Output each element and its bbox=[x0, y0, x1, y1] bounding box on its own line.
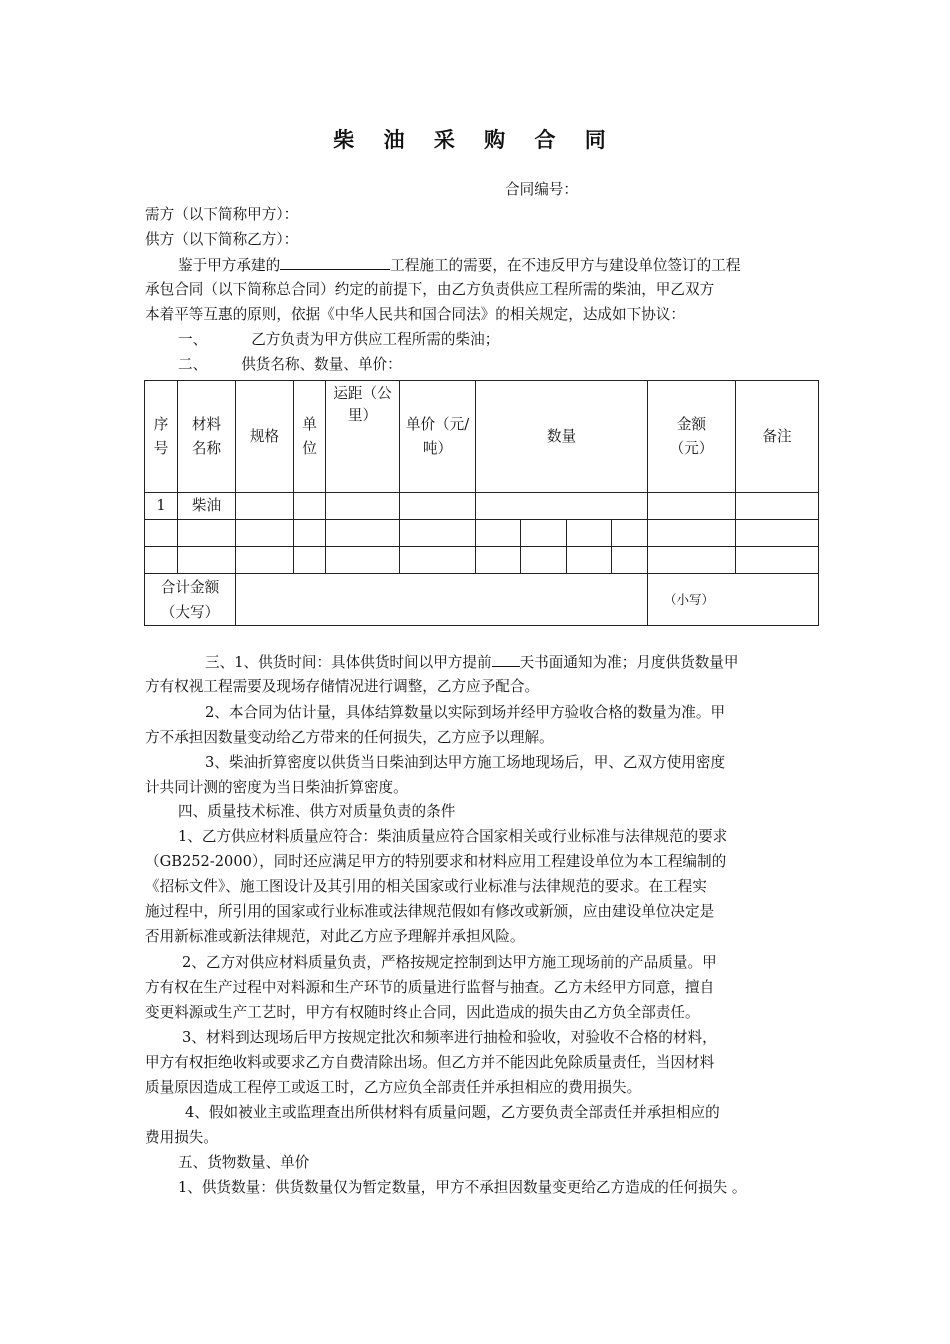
table-cell[interactable] bbox=[612, 547, 648, 574]
table-cell[interactable] bbox=[567, 547, 612, 574]
clause-4-2-line-1: 2、乙方对供应材料质量负责，严格按规定控制到达甲方施工现场前的产品质量。甲 bbox=[182, 954, 717, 971]
clause-4-1-line-4: 施过程中，所引用的国家或行业标准或法律规范假如有修改或新颁，应由建设单位决定是 bbox=[145, 903, 715, 920]
table-row bbox=[145, 547, 819, 574]
clause-3-1-text-before-blank: 三、1、供货时间：具体供货时间以甲方提前 bbox=[205, 654, 492, 671]
table-cell[interactable] bbox=[736, 547, 819, 574]
notice-days-blank[interactable] bbox=[492, 652, 520, 667]
table-cell[interactable] bbox=[521, 547, 567, 574]
table-cell[interactable] bbox=[476, 520, 521, 547]
clause-4-3-line-3: 质量原因造成工程停工或返工时，乙方应负全部责任并承担相应的费用损失。 bbox=[145, 1079, 642, 1096]
total-amount-uppercase-cell[interactable] bbox=[236, 574, 648, 626]
header-amount: 金额（元） bbox=[648, 381, 736, 493]
clause-5-title: 五、货物数量、单价 bbox=[178, 1154, 310, 1171]
supplier-label: 供方（以下简称乙方）： bbox=[145, 231, 299, 248]
table-cell[interactable] bbox=[521, 520, 567, 547]
intro-text-after-blank: 工程施工的需要，在不违反甲方与建设单位签订的工程 bbox=[390, 257, 741, 274]
clause-4-1-line-1: 1、乙方供应材料质量应符合：柴油质量应符合国家相关或行业标准与法律规范的要求 bbox=[178, 828, 728, 845]
header-material-name: 材料名称 bbox=[178, 381, 236, 493]
header-quantity: 数量 bbox=[476, 381, 648, 493]
clause-4-2-line-3: 变更料源或生产工艺时，甲方有权随时终止合同，因此造成的损失由乙方负全部责任。 bbox=[145, 1004, 700, 1021]
table-cell[interactable] bbox=[648, 520, 736, 547]
header-spec: 规格 bbox=[236, 381, 294, 493]
table-cell[interactable] bbox=[145, 547, 178, 574]
clause-4-3-line-1: 3、材料到达现场后甲方按规定批次和频率进行抽检和验收，对验收不合格的材料， bbox=[182, 1029, 717, 1046]
intro-paragraph-line-3: 本着平等互惠的原则，依据《中华人民共和国合同法》的相关规定，达成如下协议： bbox=[145, 306, 685, 323]
clause-3-1-line-2: 方有权视工程需要及现场存储情况进行调整，乙方应予配合。 bbox=[145, 678, 540, 695]
contract-number-label: 合同编号： bbox=[505, 181, 578, 198]
contract-title: 柴 油 采 购 合 同 bbox=[333, 128, 617, 152]
clause-3-3-line-2: 计共同计测的密度为当日柴油折算密度。 bbox=[145, 779, 408, 796]
table-cell[interactable] bbox=[612, 520, 648, 547]
table-cell[interactable] bbox=[400, 547, 476, 574]
table-cell[interactable] bbox=[736, 520, 819, 547]
clause-3-3-line-1: 3、柴油折算密度以供货当日柴油到达甲方施工场地现场后，甲、乙双方使用密度 bbox=[205, 754, 726, 771]
table-cell[interactable] bbox=[400, 520, 476, 547]
clause-3-1-text-after-blank: 天书面通知为准；月度供货数量甲 bbox=[519, 654, 739, 671]
header-remark: 备注 bbox=[736, 381, 819, 493]
clause-1 bbox=[178, 330, 499, 350]
clause-3-2-line-2: 方不承担因数量变动给乙方带来的任何损失，乙方应予以理解。 bbox=[145, 729, 554, 746]
header-seq: 序号 bbox=[145, 381, 178, 493]
table-cell[interactable] bbox=[400, 493, 476, 520]
row1-seq: 1 bbox=[145, 493, 178, 520]
row1-material: 柴油 bbox=[178, 493, 236, 520]
header-unit-price: 单价（元/吨） bbox=[400, 381, 476, 493]
clause-4-4-line-2: 费用损失。 bbox=[145, 1129, 218, 1146]
intro-paragraph-line-1 bbox=[178, 255, 740, 276]
clause-5-1: 1、供货数量：供货数量仅为暂定数量，甲方不承担因数量变更给乙方造成的任何损失 。 bbox=[178, 1179, 747, 1196]
goods-table bbox=[144, 380, 819, 626]
clause-1-text: 乙方负责为甲方供应工程所需的柴油； bbox=[251, 331, 500, 348]
table-cell[interactable] bbox=[236, 493, 294, 520]
table-cell[interactable] bbox=[294, 493, 326, 520]
total-amount-label: 合计金额（大写） bbox=[145, 574, 236, 626]
clause-1-number: 一、 bbox=[178, 331, 208, 348]
table-cell[interactable] bbox=[567, 520, 612, 547]
clause-4-1-line-2: （GB252-2000），同时还应满足甲方的特别要求和材料应用工程建设单位为本工程编制的 bbox=[145, 853, 727, 870]
clause-2-number: 二、 bbox=[178, 356, 208, 373]
clause-2 bbox=[178, 355, 402, 375]
table-cell[interactable] bbox=[178, 520, 236, 547]
header-unit: 单位 bbox=[294, 381, 326, 493]
clause-4-title: 四、质量技术标准、供方对质量负责的条件 bbox=[178, 803, 456, 820]
total-amount-lowercase-cell[interactable] bbox=[648, 574, 819, 626]
clause-2-text: 供货名称、数量、单价： bbox=[241, 356, 402, 373]
clause-3-1-line-1 bbox=[205, 652, 739, 673]
clause-4-4-line-1: 4、假如被业主或监理查出所供材料有质量问题，乙方要负责全部责任并承担相应的 bbox=[185, 1104, 720, 1121]
table-cell[interactable] bbox=[294, 520, 326, 547]
clause-4-1-line-5: 否用新标准或新法律规范，对此乙方应予理解并承担风险。 bbox=[145, 928, 525, 945]
clause-4-1-line-3: 《招标文件》、施工图设计及其引用的相关国家或行业标准与法律规范的要求。在工程实 bbox=[145, 878, 707, 895]
intro-text-before-blank: 鉴于甲方承建的 bbox=[178, 257, 281, 274]
table-cell[interactable] bbox=[476, 547, 521, 574]
table-row bbox=[145, 520, 819, 547]
table-cell[interactable] bbox=[648, 493, 736, 520]
table-total-row bbox=[145, 574, 819, 626]
table-row bbox=[145, 493, 819, 520]
table-cell[interactable] bbox=[326, 493, 400, 520]
table-header-row bbox=[145, 381, 819, 493]
clause-4-2-line-2: 方有权在生产过程中对料源和生产环节的质量进行监督与抽查。乙方未经甲方同意，擅自 bbox=[145, 979, 715, 996]
table-cell[interactable] bbox=[294, 547, 326, 574]
table-cell[interactable] bbox=[326, 520, 400, 547]
table-cell[interactable] bbox=[326, 547, 400, 574]
table-cell[interactable] bbox=[736, 493, 819, 520]
table-cell[interactable] bbox=[145, 520, 178, 547]
table-cell[interactable] bbox=[236, 547, 294, 574]
intro-paragraph-line-2: 承包合同（以下简称总合同）约定的前提下，由乙方负责供应工程所需的柴油，甲乙双方 bbox=[145, 281, 715, 298]
table-cell[interactable] bbox=[178, 547, 236, 574]
lowercase-label: （小写） bbox=[664, 591, 715, 607]
table-cell[interactable] bbox=[476, 493, 648, 520]
clause-3-2-line-1: 2、本合同为估计量，具体结算数量以实际到场并经甲方验收合格的数量为准。甲 bbox=[205, 704, 726, 721]
clause-4-3-line-2: 甲方有权拒绝收料或要求乙方自费清除出场。但乙方并不能因此免除质量责任，当因材料 bbox=[145, 1054, 715, 1071]
header-distance: 运距（公里） bbox=[326, 381, 400, 493]
project-name-blank[interactable] bbox=[280, 255, 390, 270]
table-cell[interactable] bbox=[648, 547, 736, 574]
table-cell[interactable] bbox=[236, 520, 294, 547]
buyer-label: 需方（以下简称甲方）： bbox=[145, 206, 299, 223]
